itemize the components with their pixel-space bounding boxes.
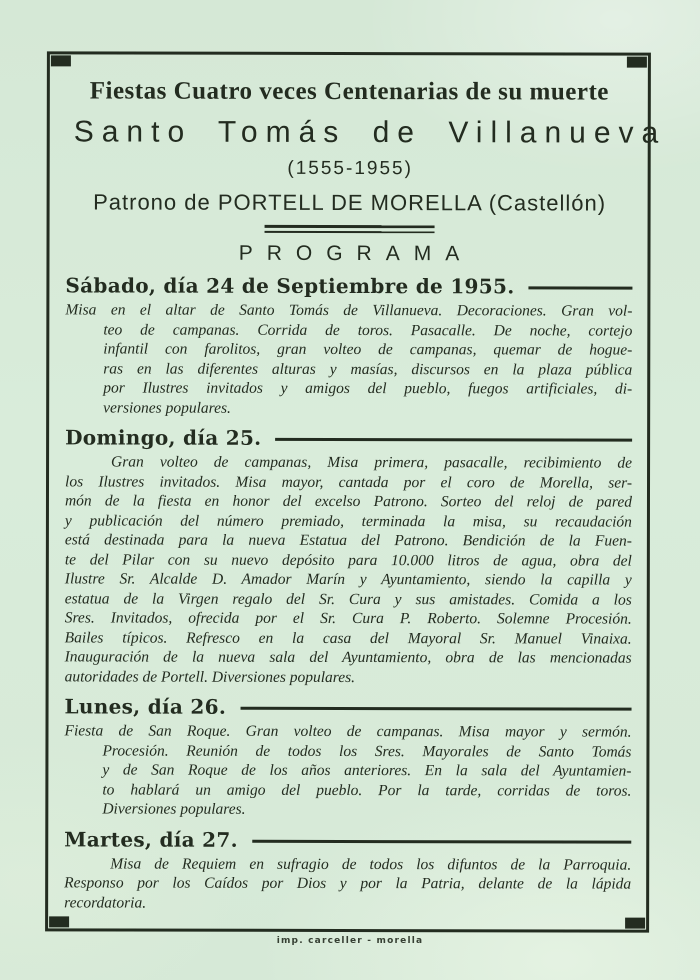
day-heading-row (65, 425, 632, 451)
day-paragraph (65, 452, 632, 687)
program-line: los Ilustres invitados. Misa mayor, cantada por el coro de Morella, ser- (65, 472, 633, 492)
section-tuesday (64, 827, 631, 914)
day-heading-row (65, 273, 632, 299)
program-line: Ilustre Sr. Alcalde D. Amador Marín y Ayuntamiento, siendo la capilla y (64, 570, 632, 589)
corner-square-ornament (625, 918, 645, 929)
day-heading: Sábado, día 24 de Septiembre de 1955. (65, 273, 515, 299)
heading-rule (252, 839, 631, 843)
day-paragraph (64, 721, 631, 820)
program-line: Bailes típicos. Refresco en la casa del Mayoral Sr. Manuel Vinaixa. (64, 628, 632, 648)
program-line: autoridades de Portell. Diversiones populares. (64, 667, 356, 686)
program-line: Gran volteo de campanas, Misa primera, pasacalle, recibimiento de (111, 453, 633, 472)
day-heading-row (65, 694, 632, 720)
corner-square-ornament (51, 55, 71, 66)
program-line: y publicación del número premiado, terminada la misa, su recaudación (64, 511, 632, 531)
day-heading: Lunes, día 26. (64, 694, 227, 719)
program-line: y de San Roque de los años anteriores. En la sala del Ayuntamien- (102, 761, 632, 780)
program-line: Misa de Requiem en sufragio de todos los difuntos de la Parroquia. (110, 855, 632, 874)
program-line: está destinada para la nueva Estatua del Patrono. Bendición de la Fuen- (64, 531, 632, 550)
corner-square-ornament (49, 916, 69, 927)
program-line: Inauguración de la nueva sala del Ayuntamiento, obra de las mencionadas (64, 648, 632, 667)
program-content (48, 54, 667, 929)
program-line: teo de campanas. Corrida de toros. Pasacalle. De noche, cortejo (103, 320, 633, 340)
patron-line: Patrono de PORTELL DE MORELLA (Castellón) (93, 189, 607, 216)
program-line: te del Pilar con su nuevo depósito para 10.000 litros de agua, obra del (64, 550, 632, 570)
program-line: Procesión. Reunión de todos los Sres. Mayorales de Santo Tomás (102, 741, 632, 761)
program-line: ras en las diferentes alturas y masías, discursos en la plaza pública (103, 359, 633, 379)
heading-rule (528, 286, 632, 289)
decorative-frame (45, 51, 667, 932)
printer-credit: imp. carceller - morella (276, 936, 424, 946)
heading-rule (275, 438, 632, 442)
program-line: versiones populares. (103, 398, 231, 417)
program-line: infantil con farolitos, gran volteo de campanas, quemar de hogue- (103, 340, 633, 359)
day-heading: Domingo, día 25. (65, 425, 262, 450)
program-line: por Ilustres invitados y amigos del pueblo, fuegos artificiales, di- (103, 379, 633, 398)
saint-name-title: Santo Tomás de Villanueva (73, 115, 667, 150)
program-line: estatua de la Virgen regalo del Sr. Cura y sus amistades. Comida a los (64, 589, 632, 609)
section-monday (64, 694, 631, 820)
program-label: PROGRAMA (238, 241, 474, 266)
program-line: to hablará un amigo del pueblo. Por la tarde, corridas de toros. (102, 780, 632, 800)
program-line: Responso por los Caídos por Dios y por la Patria, delante de la lápida (64, 874, 632, 893)
program-line: Misa en el altar de Santo Tomás de Villanueva. Decoraciones. Gran vol- (65, 301, 633, 320)
heading-rule (240, 707, 631, 711)
centenary-years: (1555-1955) (287, 157, 413, 180)
program-line: recordatoria. (64, 893, 147, 912)
corner-square-ornament (627, 57, 647, 68)
program-line: Diversiones populares. (102, 800, 246, 818)
day-paragraph (64, 854, 631, 914)
section-saturday (65, 273, 632, 418)
section-sunday (65, 425, 633, 687)
day-paragraph (65, 300, 632, 418)
program-line: món de la fiesta en honor del excelso Patrono. Sorteo del reloj de pared (64, 492, 632, 511)
day-heading-row (64, 827, 631, 853)
program-line: Sres. Invitados, ofrecida por el Sr. Cura P. Roberto. Solemne Procesión. (64, 609, 632, 628)
program-header (65, 76, 667, 266)
double-rule (264, 225, 434, 233)
program-line: Fiesta de San Roque. Gran volteo de campanas. Misa mayor y sermón. (64, 722, 632, 741)
day-heading: Martes, día 27. (64, 826, 238, 852)
festival-supertitle: Fiestas Cuatro veces Centenarias de su muerte (89, 77, 609, 106)
